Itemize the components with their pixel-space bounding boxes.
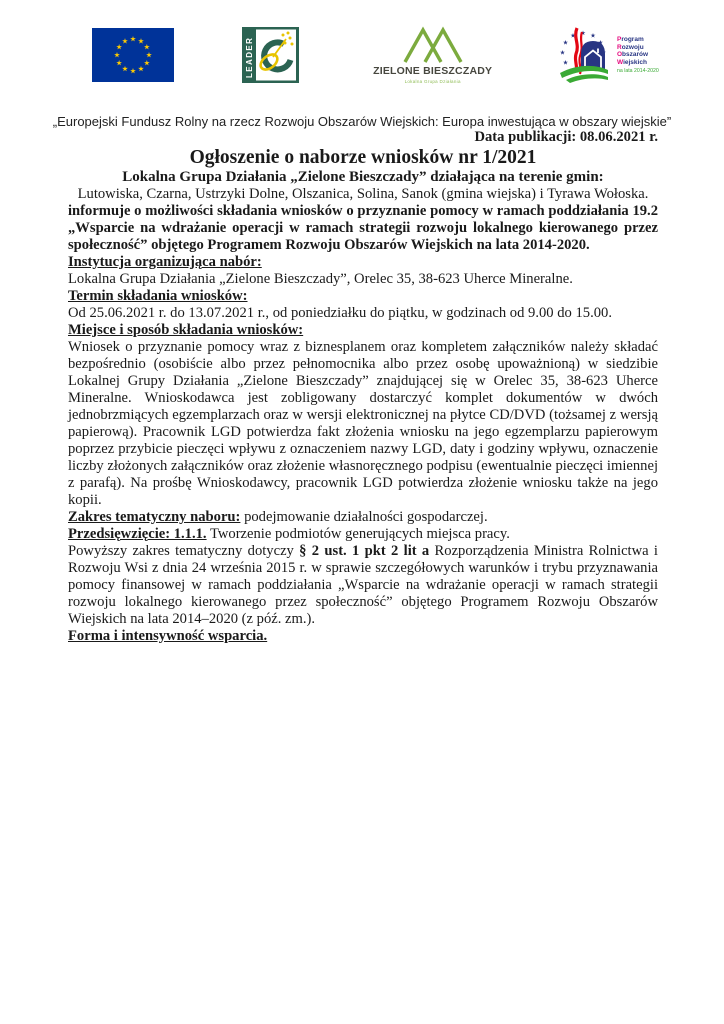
- doc-subtitle: Lokalna Grupa Działania „Zielone Bieszczady” działająca na terenie gmin:: [122, 169, 604, 185]
- project-line: [68, 526, 658, 543]
- institution-body: Lokalna Grupa Działania „Zielone Bieszczady”, Orelec 35, 38-623 Uherce Mineralne.: [68, 271, 573, 287]
- section-heading-form: Forma i intensywność wsparcia.: [68, 628, 268, 644]
- prow-emblem-icon: [552, 26, 614, 84]
- eu-flag-icon: [92, 28, 174, 82]
- prow-word-obszarow: Obszarów: [616, 51, 649, 58]
- legal-paragraph: [68, 543, 658, 628]
- prow-text-block: [617, 36, 659, 74]
- leader-logo-text: LEADER: [245, 36, 255, 78]
- scope-heading: Zakres tematyczny naboru:: [68, 509, 241, 525]
- eu-flag-logo: [92, 28, 174, 82]
- page-title: Ogłoszenie o naborze wniosków nr 1/2021: [189, 147, 537, 168]
- leader-icon: [242, 27, 299, 83]
- zielone-bieszczady-logo: [373, 26, 493, 84]
- prow-word-program: Program: [616, 36, 644, 43]
- leader-logo: [242, 27, 299, 83]
- zielone-bieszczady-title: ZIELONE BIESZCZADY: [373, 65, 493, 77]
- mountains-icon: [402, 26, 464, 64]
- logo-row: [0, 0, 724, 86]
- municipalities-line: Lutowiska, Czarna, Ustrzyki Dolne, Olszanica, Solina, Sanok (gmina wiejska) i Tyrawa Wołoska.: [77, 186, 649, 202]
- prow-word-rozwoju: Rozwoju: [616, 43, 644, 51]
- section-heading-deadline: Termin składania wniosków:: [68, 288, 248, 304]
- place-body: Wniosek o przyznanie pomocy wraz z biznesplanem oraz kompletem załączników należy składać bezpośrednio (osobiście albo przez pełnomocnika albo przez osobę upoważnioną) w siedzibie Lokalnej Grupy Działania „Zielone Bieszczady” znajdującej się w Orelec 35, 38-623 Uherce Mineralne. Wnioskodawca jest zobligowany dostarczyć komplet dokumentów w dwóch jednobrzmiących egzemplarzach oraz w wersji elektronicznej na płytce CD/DVD (tożsamej z wersją papierową). Pracownik LGD potwierdza fakt złożenia wniosku na jego egzemplarzu papierowym poprzez przybicie pieczęci wpływu z oznaczeniem nazwy LGD, daty i godziny wpływu, oznaczenie liczby złożonych załączników oraz złożenie własnoręcznego podpisu (ewentualnie pieczęci imiennej z parafą). Na prośbę Wnioskodawcy, pracownik LGD potwierdza złożenie wniosku także na jego kopii.: [68, 339, 658, 508]
- legal-bold-reference: § 2 ust. 1 pkt 2 lit a: [299, 543, 430, 559]
- document-content: [0, 129, 724, 645]
- deadline-body: Od 25.06.2021 r. do 13.07.2021 r., od poniedziałku do piątku, w godzinach od 9.00 do 15.00.: [68, 305, 612, 321]
- scope-body: podejmowanie działalności gospodarczej.: [240, 509, 488, 525]
- section-heading-institution: Instytucja organizująca nabór:: [68, 254, 262, 270]
- legal-post: Rozporządzenia Ministra Rolnictwa i Rozwoju Wsi z dnia 24 września 2015 r. w sprawie szczegółowych warunków i trybu przyznawania pomocy finansowej w ramach poddziałania „Wsparcie na wdrażanie operacji w ramach strategii rozwoju lokalnego kierowanego przez społeczność” objętego Programem Rozwoju Obszarów Wiejskich na lata 2014–2020 (z póź. zm.).: [68, 543, 658, 627]
- prow-logo: [552, 26, 662, 84]
- prow-field: [560, 66, 608, 83]
- section-heading-place: Miejsce i sposób składania wniosków:: [68, 322, 304, 338]
- prow-years: na lata 2014-2020: [616, 68, 659, 74]
- intro-paragraph: informuje o możliwości składania wniosków o przyznanie pomocy w ramach poddziałania 19.2 „Wsparcie na wdrażanie operacji w ramach strategii rozwoju lokalnego kierowanego przez społeczność” objętego Programem Rozwoju Obszarów Wiejskich na lata 2014-2020.: [68, 203, 658, 253]
- publication-date: Data publikacji: 08.06.2021 r.: [474, 129, 658, 145]
- legal-pre: Powyższy zakres tematyczny dotyczy: [68, 543, 300, 559]
- prow-word-wiejskich: Wiejskich: [616, 58, 647, 66]
- eu-funding-line: „Europejski Fundusz Rolny na rzecz Rozwoju Obszarów Wiejskich: Europa inwestująca w obszary wiejskie”: [52, 114, 672, 129]
- project-heading: Przedsięwzięcie: 1.1.1.: [68, 526, 207, 542]
- scope-line: [68, 509, 658, 526]
- zielone-bieszczady-subtitle: Lokalna Grupa Działania: [404, 79, 461, 84]
- project-body: Tworzenie podmiotów generujących miejsca pracy.: [206, 526, 510, 542]
